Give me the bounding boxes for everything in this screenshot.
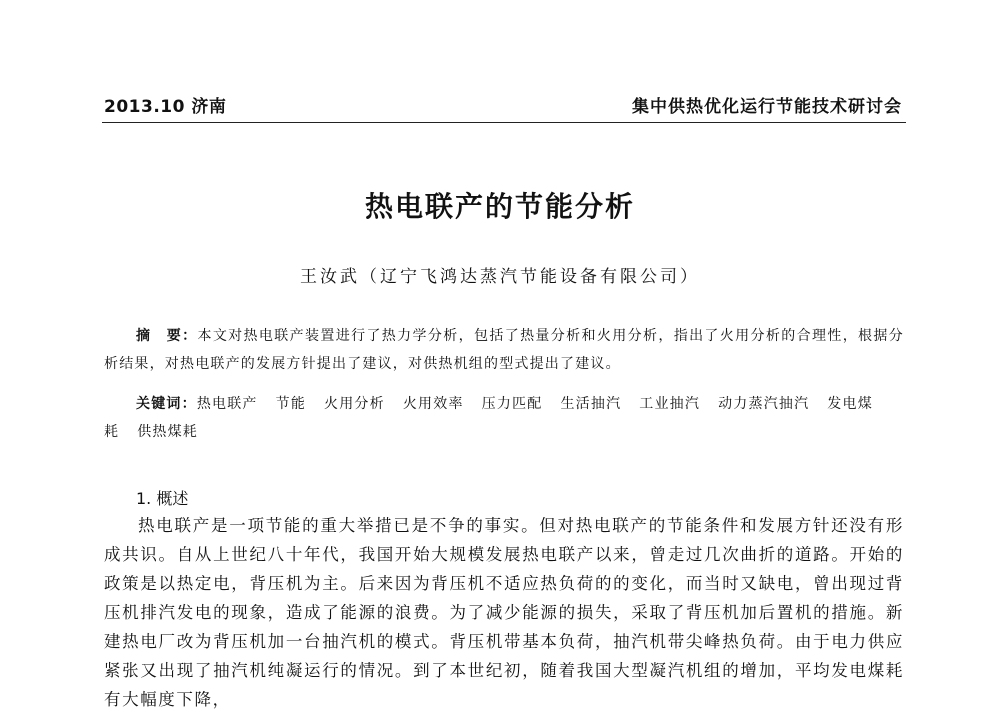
- keyword: 工业抽汽: [639, 396, 701, 412]
- keyword: 节能: [275, 396, 307, 412]
- author-affiliation: 王汝武（辽宁飞鸿达蒸汽节能设备有限公司）: [300, 267, 700, 287]
- section-paragraph: 热电联产是一项节能的重大举措已是不争的事实。但对热电联产的节能条件和发展方针还没有形成共识。自从上世纪八十年代，我国开始大规模发展热电联产以来，曾走过几次曲折的道路。开始的政策是以热定电，背压机为主。后来因为背压机不适应热负荷的的变化，而当时又缺电，曾出现过背压机排汽发电的现象，造成了能源的浪费。为了减少能源的损失，采取了背压机加后置机的措施。新建热电厂改为背压机加一台抽汽机的模式。背压机带基本负荷，抽汽机带尖峰热负荷。由于电力供应紧张又出现了抽汽机纯凝运行的情况。到了本世纪初，随着我国大型凝汽机组的增加，平均发电煤耗有大幅度下降，: [104, 516, 904, 709]
- running-header-conference: 集中供热优化运行节能技术研讨会: [632, 97, 902, 117]
- paper-title: 热电联产的节能分析: [364, 190, 635, 223]
- keyword: 生活抽汽: [560, 396, 622, 412]
- keyword: 火用分析: [324, 396, 385, 412]
- keyword: 供热煤耗: [137, 424, 199, 440]
- keywords: [104, 390, 904, 446]
- keywords-label: 关键词：: [136, 396, 197, 412]
- keyword: 发电煤耗: [104, 396, 873, 440]
- keyword: 动力蒸汽抽汽: [718, 396, 810, 412]
- running-header-date-place: 2013.10 济南: [104, 97, 227, 117]
- abstract-label: 摘 要：: [136, 328, 198, 344]
- header-divider: [102, 122, 906, 123]
- abstract-text: 本文对热电联产装置进行了热力学分析，包括了热量分析和火用分析，指出了火用分析的合理性，根据分析结果，对热电联产的发展方针提出了建议，对供热机组的型式提出了建议。: [104, 328, 904, 372]
- section-heading: 1. 概述: [136, 489, 189, 508]
- abstract: [104, 322, 904, 378]
- keyword: 热电联产: [196, 396, 258, 412]
- keyword: 火用效率: [402, 396, 464, 412]
- keyword: 压力匹配: [481, 396, 543, 412]
